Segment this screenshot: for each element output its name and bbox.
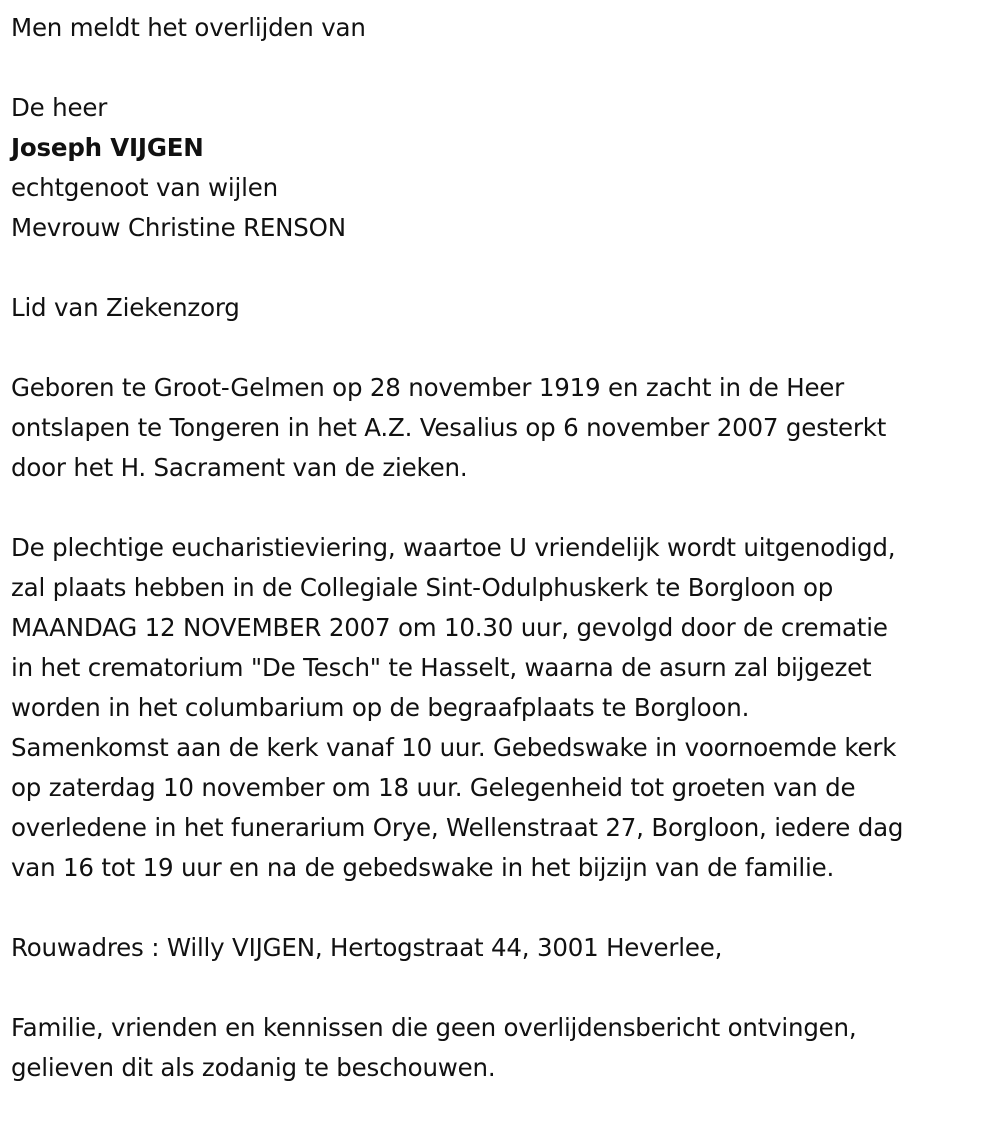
paragraph-line: Samenkomst aan de kerk vanaf 10 uur. Gebedswake in voornoemde kerk: [11, 733, 897, 762]
paragraph-line: Familie, vrienden en kennissen die geen overlijdensbericht ontvingen,: [11, 1013, 857, 1042]
ceremony-paragraph: [11, 528, 1000, 888]
paragraph-line: zal plaats hebben in de Collegiale Sint-Odulphuskerk te Borgloon op: [11, 573, 834, 602]
paragraph-line: gelieven dit als zodanig te beschouwen.: [11, 1053, 496, 1082]
birth-death-paragraph: [11, 368, 1000, 488]
closing-paragraph: [11, 1008, 1000, 1088]
paragraph-line: Geboren te Groot-Gelmen op 28 november 1919 en zacht in de Heer: [11, 373, 845, 402]
spouse-name: Mevrouw Christine RENSON: [11, 213, 346, 242]
paragraph-line: De plechtige eucharistieviering, waartoe U vriendelijk wordt uitgenodigd,: [11, 533, 896, 562]
spacer: [11, 488, 1000, 528]
paragraph-line: worden in het columbarium op de begraafplaats te Borgloon.: [11, 693, 750, 722]
paragraph-line: ontslapen te Tongeren in het A.Z. Vesalius op 6 november 2007 gesterkt: [11, 413, 887, 442]
spacer: [11, 248, 1000, 288]
relation-text: echtgenoot van wijlen: [11, 173, 278, 202]
salutation: De heer: [11, 93, 108, 122]
membership-text: Lid van Ziekenzorg: [11, 293, 240, 322]
paragraph-line: in het crematorium "De Tesch" te Hasselt, waarna de asurn zal bijgezet: [11, 653, 872, 682]
spacer: [11, 328, 1000, 368]
mourning-address: Rouwadres : Willy VIJGEN, Hertogstraat 44, 3001 Heverlee,: [11, 933, 723, 962]
spacer: [11, 48, 1000, 88]
deceased-name: Joseph VIJGEN: [11, 133, 204, 162]
paragraph-line: op zaterdag 10 november om 18 uur. Gelegenheid tot groeten van de: [11, 773, 856, 802]
paragraph-line: overledene in het funerarium Orye, Wellenstraat 27, Borgloon, iedere dag: [11, 813, 904, 842]
spacer: [11, 968, 1000, 1008]
intro-text: Men meldt het overlijden van: [11, 13, 366, 42]
paragraph-line: MAANDAG 12 NOVEMBER 2007 om 10.30 uur, gevolgd door de crematie: [11, 613, 888, 642]
spacer: [11, 888, 1000, 928]
paragraph-line: van 16 tot 19 uur en na de gebedswake in het bijzijn van de familie.: [11, 853, 835, 882]
paragraph-line: door het H. Sacrament van de zieken.: [11, 453, 468, 482]
